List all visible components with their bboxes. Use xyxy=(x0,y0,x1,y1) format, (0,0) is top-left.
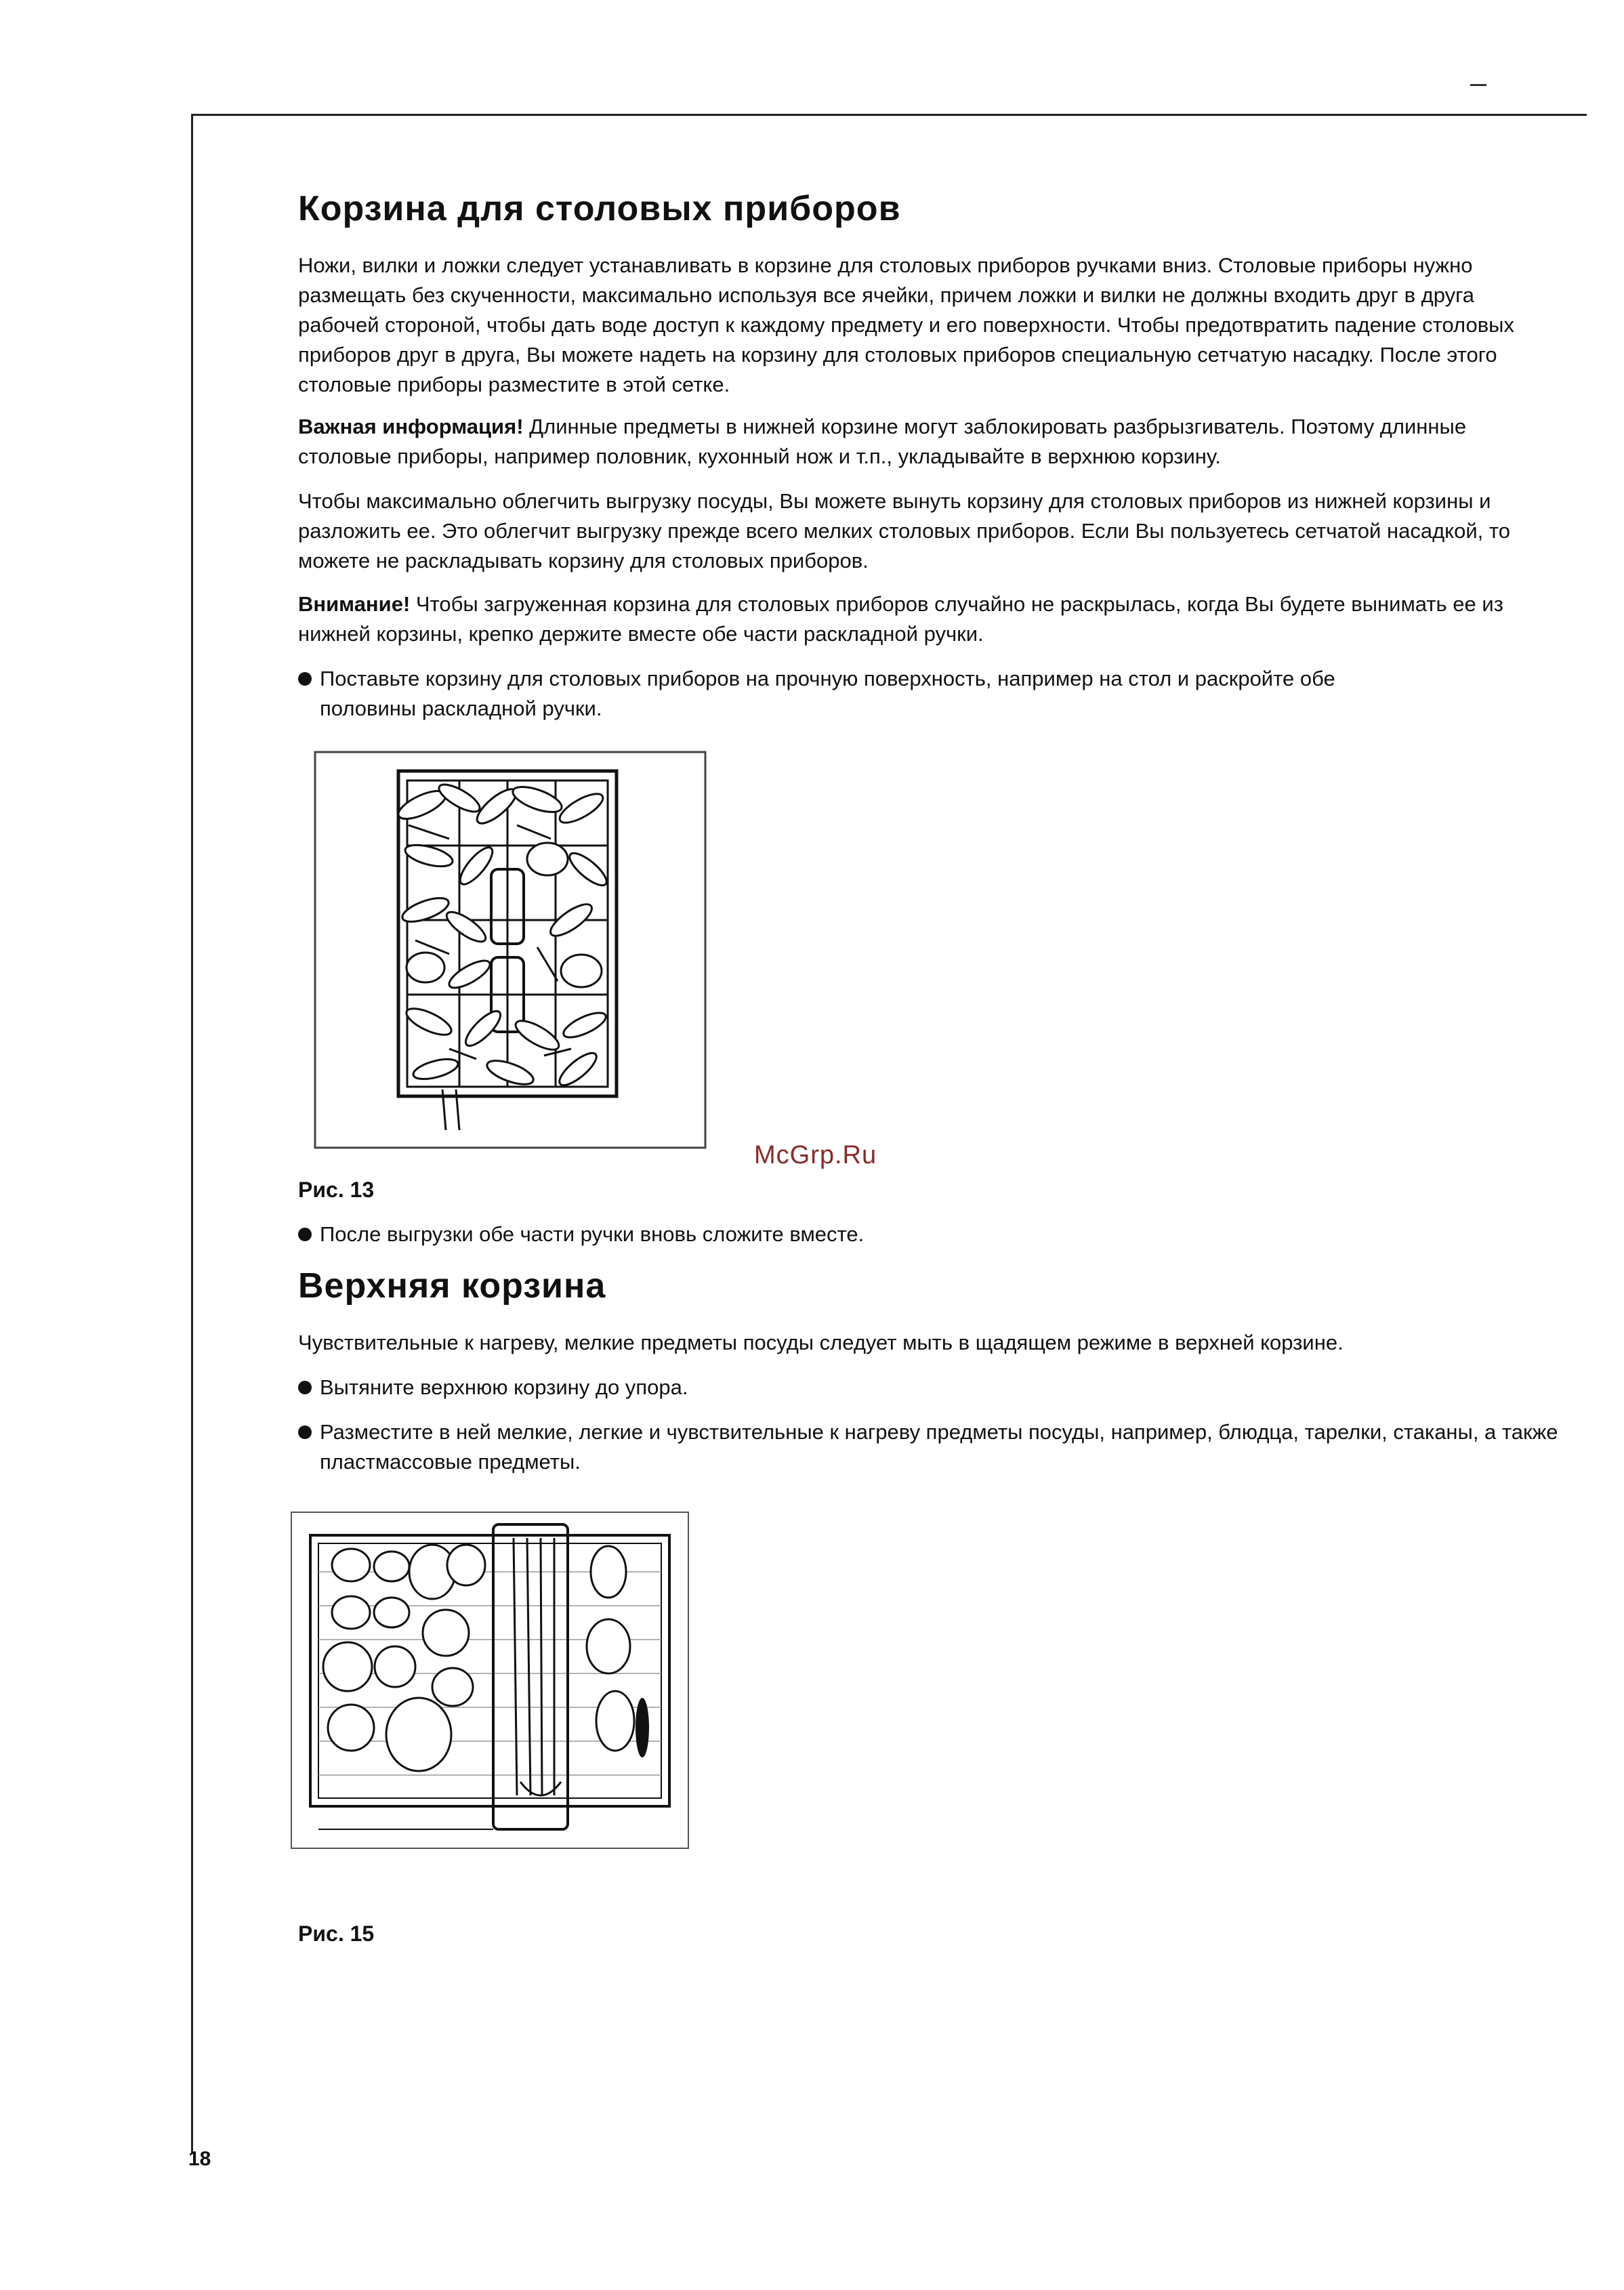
paragraph-unloading: Чтобы максимально облегчить выгрузку посуды, Вы можете вынуть корзину для столовых приборов из нижней корзины и разложить ее. Это облегчит выгрузку прежде всего мелких столовых приборов. Если Вы пользуетесь сетчатой насадкой, то можете не раскладывать корзину для столовых приборов. xyxy=(298,489,1510,572)
bullet-dot xyxy=(298,1381,312,1394)
paragraph-important-info xyxy=(298,412,1545,472)
corner-mark xyxy=(1470,84,1486,86)
bullet-text: Поставьте корзину для столовых приборов на прочную поверхность, например на стол и раскройте обе половины раскладной ручки. xyxy=(320,667,1335,720)
figure-caption-13: Рис. 13 xyxy=(298,1178,375,1202)
bullet-text: Разместите в ней мелкие, легкие и чувствительные к нагреву предметы посуды, например, блюдца, тарелки, стаканы, а также пластмассовые предметы. xyxy=(320,1420,1558,1474)
paragraph-cutlery-placement: Ножи, вилки и ложки следует устанавливать в корзине для столовых приборов ручками вниз. Столовые приборы нужно размещать без скученности, максимально используя все ячейки, причем ложки и вилки не должны входить друг в друга рабочей стороной, чтобы дать воде доступ к каждому предмету и его поверхности. Чтобы предотвратить падение столовых приборов друг в друга, Вы можете надеть на корзину для столовых приборов специальную сетчатую насадку. После этого столовые приборы разместите в этой сетке. xyxy=(298,253,1514,396)
cutlery-basket-illustration xyxy=(314,751,707,1149)
bullet-text: Вытяните верхнюю корзину до упора. xyxy=(320,1375,688,1399)
bullet-dot xyxy=(298,672,312,686)
bullet-dot xyxy=(298,1425,312,1439)
watermark: McGrp.Ru xyxy=(754,1141,877,1169)
frame-top-line xyxy=(191,114,1587,116)
page-number: 18 xyxy=(188,2148,211,2170)
paragraph-attention xyxy=(298,589,1545,649)
section-title-upper-basket: Верхняя корзина xyxy=(298,1266,606,1306)
section-title-cutlery-basket: Корзина для столовых приборов xyxy=(298,189,901,228)
figure-upper-basket xyxy=(290,1511,690,1850)
bullet-place-items xyxy=(298,1417,1566,1477)
bullet-fold-handle xyxy=(298,1220,1566,1249)
bullet-dot xyxy=(298,1228,312,1241)
upper-basket-illustration xyxy=(290,1511,690,1850)
attention-label: Внимание! xyxy=(298,592,411,616)
important-text: Длинные предметы в нижней корзине могут заблокировать разбрызгиватель. Поэтому длинные столовые приборы, например половник, кухонный нож и т.п., укладывайте в верхнюю корзину. xyxy=(298,415,1467,468)
figure-caption-15: Рис. 15 xyxy=(298,1921,375,1946)
paragraph-upper-basket: Чувствительные к нагреву, мелкие предметы посуды следует мыть в щадящем режиме в верхней корзине. xyxy=(298,1331,1344,1354)
bullet-text: После выгрузки обе части ручки вновь сложите вместе. xyxy=(320,1222,865,1246)
frame-left-line xyxy=(191,114,193,2153)
important-label: Важная информация! xyxy=(298,415,524,438)
figure-cutlery-basket xyxy=(314,751,707,1149)
bullet-pull-out-basket xyxy=(298,1373,1566,1402)
attention-text: Чтобы загруженная корзина для столовых приборов случайно не раскрылась, когда Вы будете вынимать ее из нижней корзины, крепко держите вместе обе части раскладной ручки. xyxy=(298,592,1503,646)
bullet-place-basket xyxy=(298,664,1431,724)
